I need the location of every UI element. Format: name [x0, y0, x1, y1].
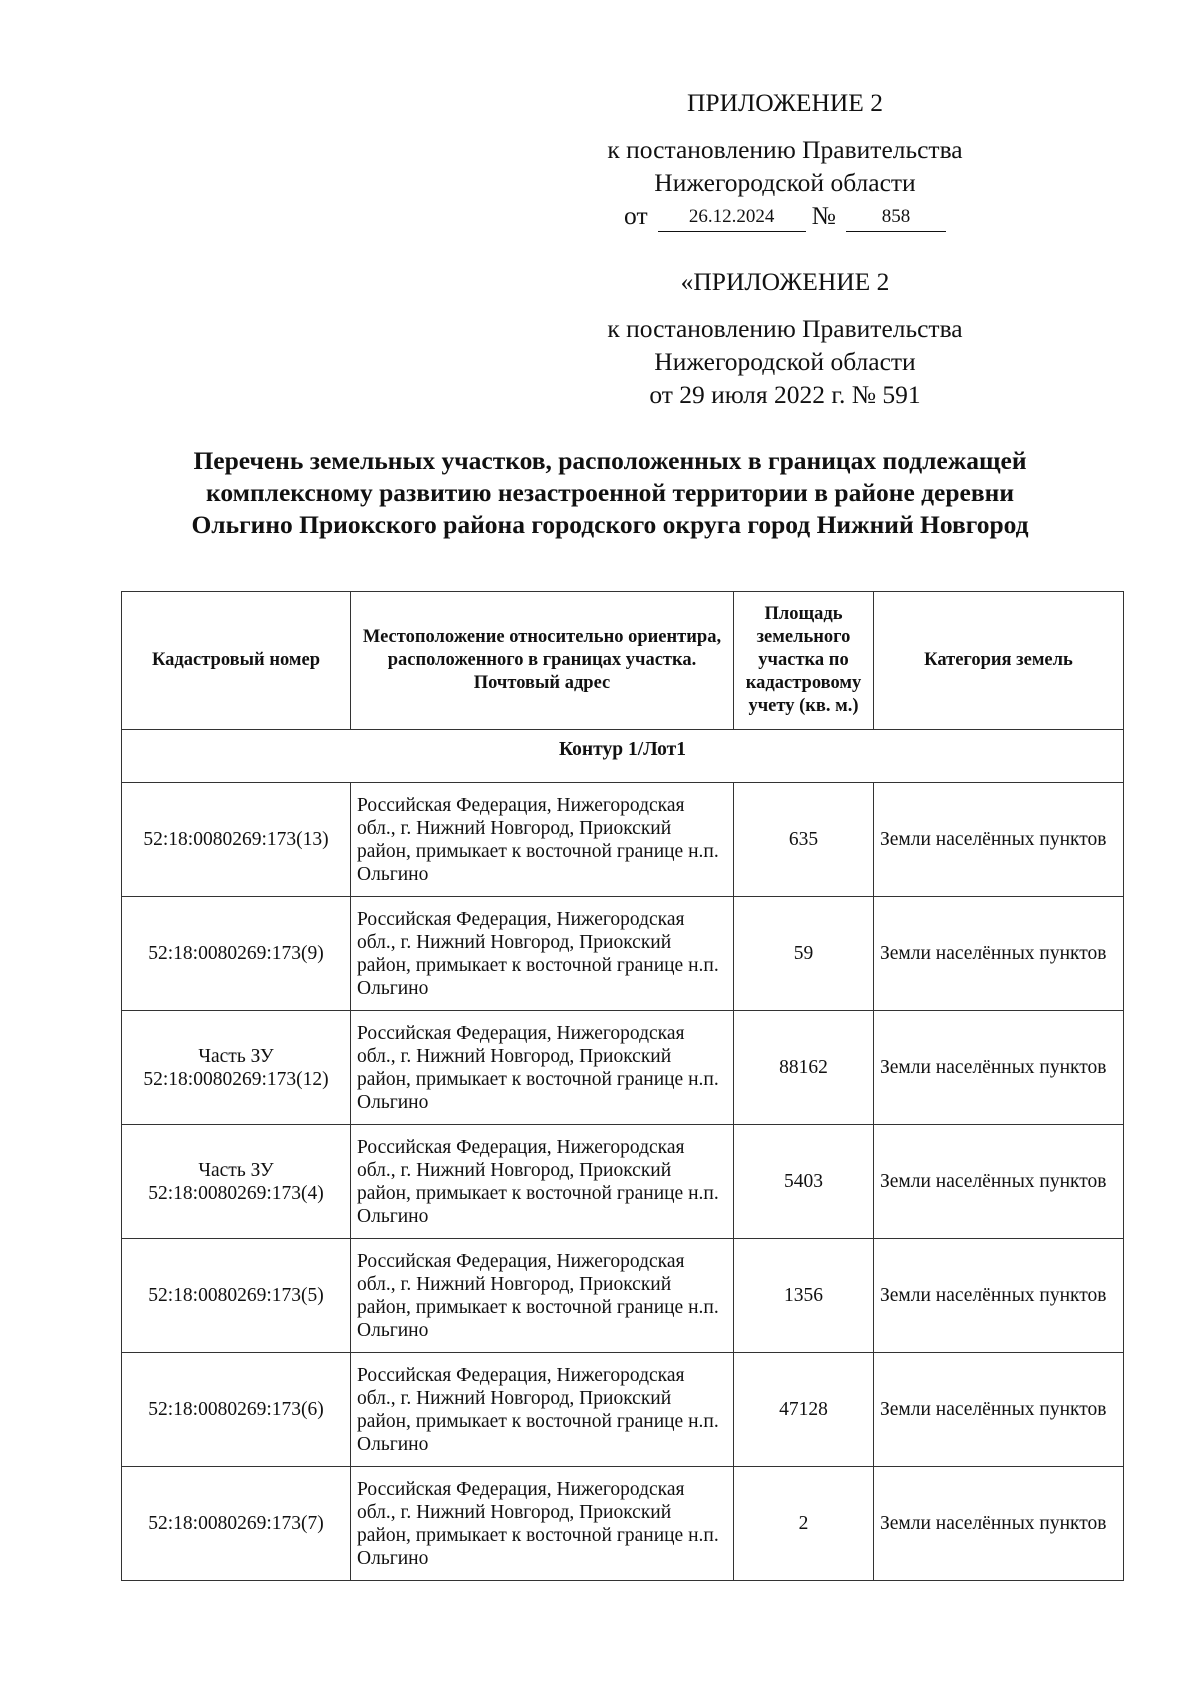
category-cell: Земли населённых пунктов: [874, 1125, 1124, 1239]
cadastral-number-cell: [122, 1353, 351, 1467]
category-cell: Земли населённых пунктов: [874, 783, 1124, 897]
order-date: 26.12.2024: [658, 205, 806, 232]
column-header-cadastral: Кадастровый номер: [122, 592, 351, 730]
order-date-original: от 29 июля 2022 г. № 591: [649, 380, 921, 409]
appendix-title-original: «ПРИЛОЖЕНИЕ 2: [680, 267, 890, 296]
category-cell: Земли населённых пунктов: [874, 897, 1124, 1011]
appendix-title: ПРИЛОЖЕНИЕ 2: [686, 88, 884, 117]
cadastral-prefix: Часть ЗУ: [198, 1159, 274, 1181]
address-cell: Российская Федерация, Нижегородская обл., г. Нижний Новгород, Приокский район, примыкает к восточной границе н.п. Ольгино: [351, 1239, 734, 1353]
area-cell: 47128: [734, 1353, 874, 1467]
appendix-header-original: [560, 265, 1010, 411]
cadastral-prefix: Часть ЗУ: [198, 1045, 274, 1067]
title-line: Ольгино Приокского района городского округа город Нижний Новгород: [191, 510, 1029, 539]
category-cell: Земли населённых пунктов: [874, 1239, 1124, 1353]
area-cell: 59: [734, 897, 874, 1011]
cadastral-number-cell: [122, 897, 351, 1011]
address-cell: Российская Федерация, Нижегородская обл., г. Нижний Новгород, Приокский район, примыкает к восточной границе н.п. Ольгино: [351, 1353, 734, 1467]
cadastral-number: 52:18:0080269:173(9): [148, 943, 324, 964]
cadastral-number: 52:18:0080269:173(13): [143, 829, 329, 850]
category-cell: Земли населённых пунктов: [874, 1011, 1124, 1125]
region-line-original: Нижегородской области: [654, 347, 916, 376]
cadastral-number-cell: [122, 1011, 351, 1125]
title-line: комплексному развитию незастроенной территории в районе деревни: [205, 478, 1015, 507]
section-row: [122, 730, 1124, 783]
number-sign: №: [811, 201, 836, 230]
column-header-category: Категория земель: [874, 592, 1124, 730]
area-cell: 1356: [734, 1239, 874, 1353]
address-cell: Российская Федерация, Нижегородская обл., г. Нижний Новгород, Приокский район, примыкает к восточной границе н.п. Ольгино: [351, 897, 734, 1011]
order-number: 858: [846, 205, 946, 232]
section-label: Контур 1/Лот1: [122, 730, 1124, 783]
category-cell: Земли населённых пунктов: [874, 1467, 1124, 1581]
area-cell: 88162: [734, 1011, 874, 1125]
appendix-header-current: [560, 86, 1010, 232]
cadastral-number: 52:18:0080269:173(5): [148, 1285, 324, 1306]
table-row: [122, 1353, 1124, 1467]
from-label: от: [624, 201, 648, 230]
table-header-row: [122, 592, 1124, 730]
land-plots-table: [121, 591, 1124, 1581]
region-line: Нижегородской области: [654, 168, 916, 197]
address-cell: Российская Федерация, Нижегородская обл., г. Нижний Новгород, Приокский район, примыкает к восточной границе н.п. Ольгино: [351, 783, 734, 897]
title-line: Перечень земельных участков, расположенных в границах подлежащей: [193, 446, 1027, 475]
table-row: [122, 1239, 1124, 1353]
column-header-area: Площадь земельного участка по кадастровому учету (кв. м.): [734, 592, 874, 730]
table-row: [122, 1467, 1124, 1581]
cadastral-number: 52:18:0080269:173(6): [148, 1399, 324, 1420]
cadastral-number-cell: [122, 783, 351, 897]
cadastral-number-cell: [122, 1239, 351, 1353]
table-row: [122, 897, 1124, 1011]
cadastral-number: 52:18:0080269:173(4): [148, 1182, 324, 1204]
table-row: [122, 1011, 1124, 1125]
area-cell: 2: [734, 1467, 874, 1581]
cadastral-number-cell: [122, 1125, 351, 1239]
table-row: [122, 1125, 1124, 1239]
resolution-line: к постановлению Правительства: [607, 135, 963, 164]
document-title: [120, 445, 1100, 541]
order-date-number: [560, 199, 1010, 232]
address-cell: Российская Федерация, Нижегородская обл., г. Нижний Новгород, Приокский район, примыкает к восточной границе н.п. Ольгино: [351, 1467, 734, 1581]
cadastral-number-cell: [122, 1467, 351, 1581]
address-cell: Российская Федерация, Нижегородская обл., г. Нижний Новгород, Приокский район, примыкает к восточной границе н.п. Ольгино: [351, 1125, 734, 1239]
resolution-line-original: к постановлению Правительства: [607, 314, 963, 343]
cadastral-number: 52:18:0080269:173(12): [143, 1068, 329, 1090]
area-cell: 5403: [734, 1125, 874, 1239]
table-row: [122, 783, 1124, 897]
address-cell: Российская Федерация, Нижегородская обл., г. Нижний Новгород, Приокский район, примыкает к восточной границе н.п. Ольгино: [351, 1011, 734, 1125]
cadastral-number: 52:18:0080269:173(7): [148, 1513, 324, 1534]
area-cell: 635: [734, 783, 874, 897]
category-cell: Земли населённых пунктов: [874, 1353, 1124, 1467]
column-header-location: Местоположение относительно ориентира, расположенного в границах участка. Почтовый адрес: [351, 592, 734, 730]
